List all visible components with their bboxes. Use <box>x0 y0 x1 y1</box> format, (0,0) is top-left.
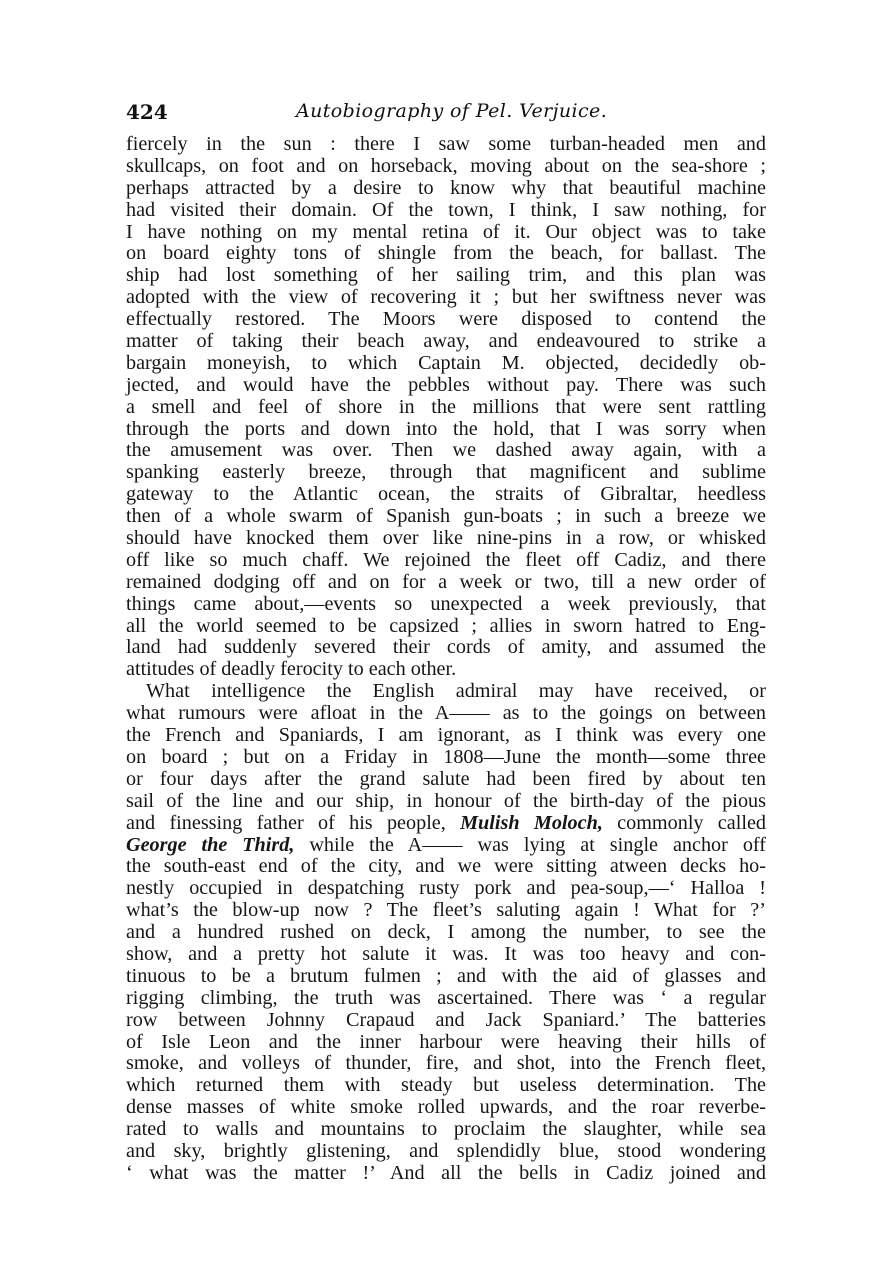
text-line: what’s the blow-up now ? The fleet’s saluting again ! What for ?’ <box>126 899 766 922</box>
text-line: should have knocked them over like nine-pins in a row, or whisked <box>126 527 766 550</box>
text-line: then of a whole swarm of Spanish gun-boats ; in such a breeze we <box>126 505 766 528</box>
text-line: remained dodging off and on for a week or two, till a new order of <box>126 570 766 593</box>
text-line: nestly occupied in despatching rusty pork and pea-soup,—‘ Halloa ! <box>126 877 766 900</box>
text-line: on board eighty tons of shingle from the beach, for ballast. The <box>126 242 766 265</box>
text-line: through the ports and down into the hold, that I was sorry when <box>126 417 766 440</box>
text-line: adopted with the view of recovering it ; but her swiftness never was <box>126 286 766 309</box>
text-line: all the world seemed to be capsized ; allies in sworn hatred to Eng- <box>126 614 766 637</box>
text-line: matter of taking their beach away, and endeavoured to strike a <box>126 330 766 353</box>
text-line: bargain moneyish, to which Captain M. objected, decidedly ob- <box>126 351 766 374</box>
text-line: attitudes of deadly ferocity to each other. <box>126 658 457 681</box>
text-line: a smell and feel of shore in the millions that were sent rattling <box>126 395 766 418</box>
text-line: which returned them with steady but useless determination. The <box>126 1074 766 1097</box>
text-line: spanking easterly breeze, through that magnificent and sublime <box>126 461 766 484</box>
text-line: fiercely in the sun : there I saw some turban-headed men and <box>126 133 766 155</box>
text-line: and a hundred rushed on deck, I among the number, to see the <box>126 921 766 944</box>
text-line: tinuous to be a brutum fulmen ; and with the aid of glasses and <box>126 964 766 987</box>
text-line: the French and Spaniards, I am ignorant, as I think was every one <box>126 724 766 747</box>
text-line: dense masses of white smoke rolled upwards, and the roar reverbe- <box>126 1096 766 1119</box>
paragraph <box>126 681 766 1184</box>
text-line: jected, and would have the pebbles without pay. There was such <box>126 373 766 396</box>
text-line: skullcaps, on foot and on horseback, moving about on the sea-shore ; <box>126 154 766 177</box>
running-title: Autobiography of Pel. Verjuice. <box>296 100 608 122</box>
text-line: perhaps attracted by a desire to know why that beautiful machine <box>126 176 766 199</box>
text-line-with-italics <box>126 813 766 835</box>
italic-name: George the Third, <box>126 833 295 856</box>
text-line: gateway to the Atlantic ocean, the straits of Gibraltar, heedless <box>126 483 766 506</box>
text-line: what rumours were afloat in the A—— as to the goings on between <box>126 702 766 725</box>
text-line: ship had lost something of her sailing trim, and this plan was <box>126 264 766 287</box>
text-line: and sky, brightly glistening, and splendidly blue, stood wondering <box>126 1139 766 1162</box>
text-line: land had suddenly severed their cords of amity, and assumed the <box>126 636 766 659</box>
paragraph <box>126 134 766 681</box>
text-line: rigging climbing, the truth was ascertained. There was ‘ a regular <box>126 986 766 1009</box>
text-run: and finessing father of his people, <box>126 811 461 834</box>
text-line: smoke, and volleys of thunder, fire, and shot, into the French fleet, <box>126 1052 766 1075</box>
text-line: the south-east end of the city, and we were sitting atween decks ho- <box>126 855 766 878</box>
text-line: show, and a pretty hot salute it was. It was too heavy and con- <box>126 942 766 965</box>
text-line: had visited their domain. Of the town, I think, I saw nothing, for <box>126 198 766 221</box>
italic-name: Mulish Moloch, <box>460 811 603 834</box>
page-number: 424 <box>126 100 168 124</box>
text-line: or four days after the grand salute had been fired by about ten <box>126 767 766 790</box>
text-line: effectually restored. The Moors were disposed to contend the <box>126 308 766 331</box>
text-line: on board ; but on a Friday in 1808—June the month—some three <box>126 745 766 768</box>
text-line: What intelligence the English admiral may have received, or <box>146 680 766 703</box>
text-line: of Isle Leon and the inner harbour were heaving their hills of <box>126 1030 766 1053</box>
text-line: sail of the line and our ship, in honour of the birth-day of the pious <box>126 789 766 812</box>
text-line: off like so much chaff. We rejoined the fleet off Cadiz, and there <box>126 548 766 571</box>
text-line-with-italics <box>126 835 766 857</box>
text-line: I have nothing on my mental retina of it. Our object was to take <box>126 220 766 243</box>
text-line: things came about,—events so unexpected a week previously, that <box>126 592 766 615</box>
text-line: row between Johnny Crapaud and Jack Spaniard.’ The batteries <box>126 1008 766 1031</box>
text-line: the amusement was over. Then we dashed away again, with a <box>126 439 766 462</box>
text-line: rated to walls and mountains to proclaim the slaughter, while sea <box>126 1118 766 1141</box>
text-run: while the A—— was lying at single anchor off <box>294 833 766 856</box>
running-head <box>126 100 766 128</box>
text-run: commonly called <box>602 811 767 834</box>
body-text <box>126 134 766 1185</box>
text-line: ‘ what was the matter !’ And all the bells in Cadiz joined and <box>126 1161 766 1184</box>
